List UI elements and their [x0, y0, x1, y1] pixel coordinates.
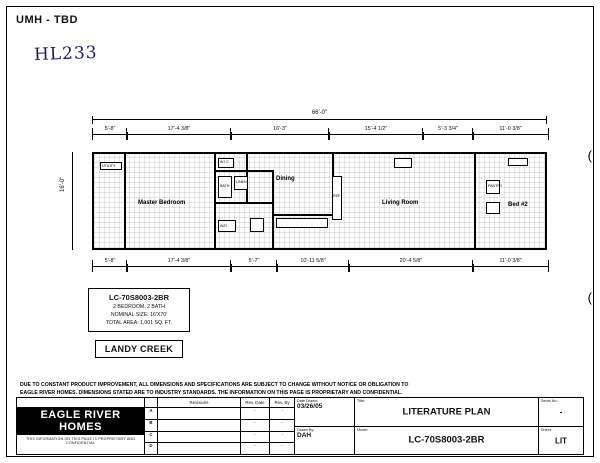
left-height-value: 16'-0" [60, 176, 66, 192]
label-linen: LINEN [236, 180, 247, 184]
logo-text: EAGLE RIVER HOMES [17, 407, 144, 435]
series-name-box: LANDY CREEK [95, 340, 183, 358]
wall [124, 154, 126, 250]
sheet-label: Sheet: [541, 427, 552, 432]
top-dimension-string: 5'-8" 17'-4 3/8" 16'-3" 15'-4 1/2" 5'-3 3/4" 11'-0 3/8" [92, 128, 547, 146]
drawn-by-label: Drawn By: [297, 427, 315, 432]
handwritten-note: HL233 [33, 42, 98, 66]
revisions-table [145, 398, 295, 454]
total-area: TOTAL AREA: 1,001 SQ. FT. [105, 320, 173, 326]
label-ref: REF. [333, 194, 341, 198]
revisions-mark-header [145, 398, 158, 407]
page-edge-mark: ( [587, 148, 592, 163]
beds-baths: 2 BEDROOM, 2 BATH [113, 304, 165, 310]
label-pantry: PANTRY [488, 184, 503, 188]
drawn-by-value: DAH [297, 431, 312, 439]
room-label-bed-2: Bed #2 [508, 202, 528, 208]
window-fixture [394, 158, 412, 168]
room-label-dining: Dining [276, 176, 295, 182]
floor-plan-drawing [92, 152, 547, 250]
title-cell [355, 398, 538, 427]
room-label-master-bedroom: Master Bedroom [138, 200, 186, 206]
label-wd: W/D [220, 224, 227, 228]
title-block [16, 397, 584, 455]
sheet-cell [539, 427, 583, 455]
left-height-dimension [60, 152, 80, 250]
title-label: Title: [357, 399, 366, 403]
kitchen-counter [276, 218, 328, 228]
wall [474, 154, 476, 250]
label-bath: BATH [220, 184, 230, 188]
title-column [355, 398, 539, 454]
drawn-by-cell [295, 427, 354, 455]
table-row: B - - [145, 420, 294, 432]
overall-width-dimension [92, 110, 547, 124]
serial-value: - [559, 407, 563, 417]
nominal-size: NOMINAL SIZE: 16'X70' [110, 312, 168, 318]
label-wic: W.I.C. [220, 160, 230, 164]
serial-label: Serial No.: [541, 399, 559, 403]
logo-subtext: THIS INFORMATION ON THIS PAGE IS PROPRIETARY AND CONFIDENTIAL [25, 437, 136, 446]
revisions-date-header: Rev. Date [241, 398, 270, 407]
date-drawn-value: 03/26/05 [297, 403, 323, 410]
bottom-dimension-string: 5'-8" 17'-4 3/8" 5'-7" 10'-11 5/8" 20'-4 5/8" 11'-0 3/8" [92, 260, 547, 278]
serial-cell [539, 398, 583, 427]
table-row: C - - [145, 432, 294, 444]
table-row: D - - [145, 443, 294, 454]
wall [272, 214, 332, 216]
model-value: LC-70S8003-2BR [408, 434, 485, 446]
sheet-column [539, 398, 583, 454]
wall [214, 170, 272, 172]
model-cell [355, 427, 538, 455]
toilet-fixture [250, 218, 264, 232]
page-edge-mark: ( [587, 290, 592, 305]
date-drawn-cell [295, 398, 354, 427]
table-row: A - - [145, 408, 294, 420]
closet2-fixture [508, 158, 528, 166]
label-wardrobe: UTILITY [102, 164, 116, 168]
title-value: LITERATURE PLAN [402, 406, 491, 418]
room-label-living-room: Living Room [382, 200, 419, 206]
header-note: UMH - TBD [16, 14, 78, 26]
revisions-desc-header: Revisions [158, 398, 241, 407]
date-drawn-label: Date Drawn: [297, 399, 319, 403]
revisions-header [145, 398, 294, 408]
revisions-by-header: Rev. By [274, 400, 290, 405]
model-label: Model: [357, 427, 369, 432]
model-info-block [88, 288, 190, 332]
dates-column [295, 398, 355, 454]
overall-width-value: 66'-0" [92, 110, 547, 116]
wall [272, 170, 274, 250]
model-code: LC-70S8003-2BR [108, 293, 170, 302]
vanity-fixture [486, 202, 500, 214]
company-logo [17, 398, 145, 454]
wall [214, 202, 274, 204]
disclaimer-text: DUE TO CONSTANT PRODUCT IMPROVEMENT, ALL DIMENSIONS AND SPECIFICATIONS ARE SUBJECT TO CHANGE WITHOUT NOTICE OR OBLIGATION TO EAGLE RIVER HOMES. DIMENSIONS STATED ARE TO INDUSTRY STANDARDS. THE INFORMATION ON THIS PAGE IS PROPRIETARY AND CONFIDENTIAL. [20, 382, 409, 397]
refrigerator-fixture [332, 176, 342, 220]
sheet-value: LIT [555, 436, 567, 446]
